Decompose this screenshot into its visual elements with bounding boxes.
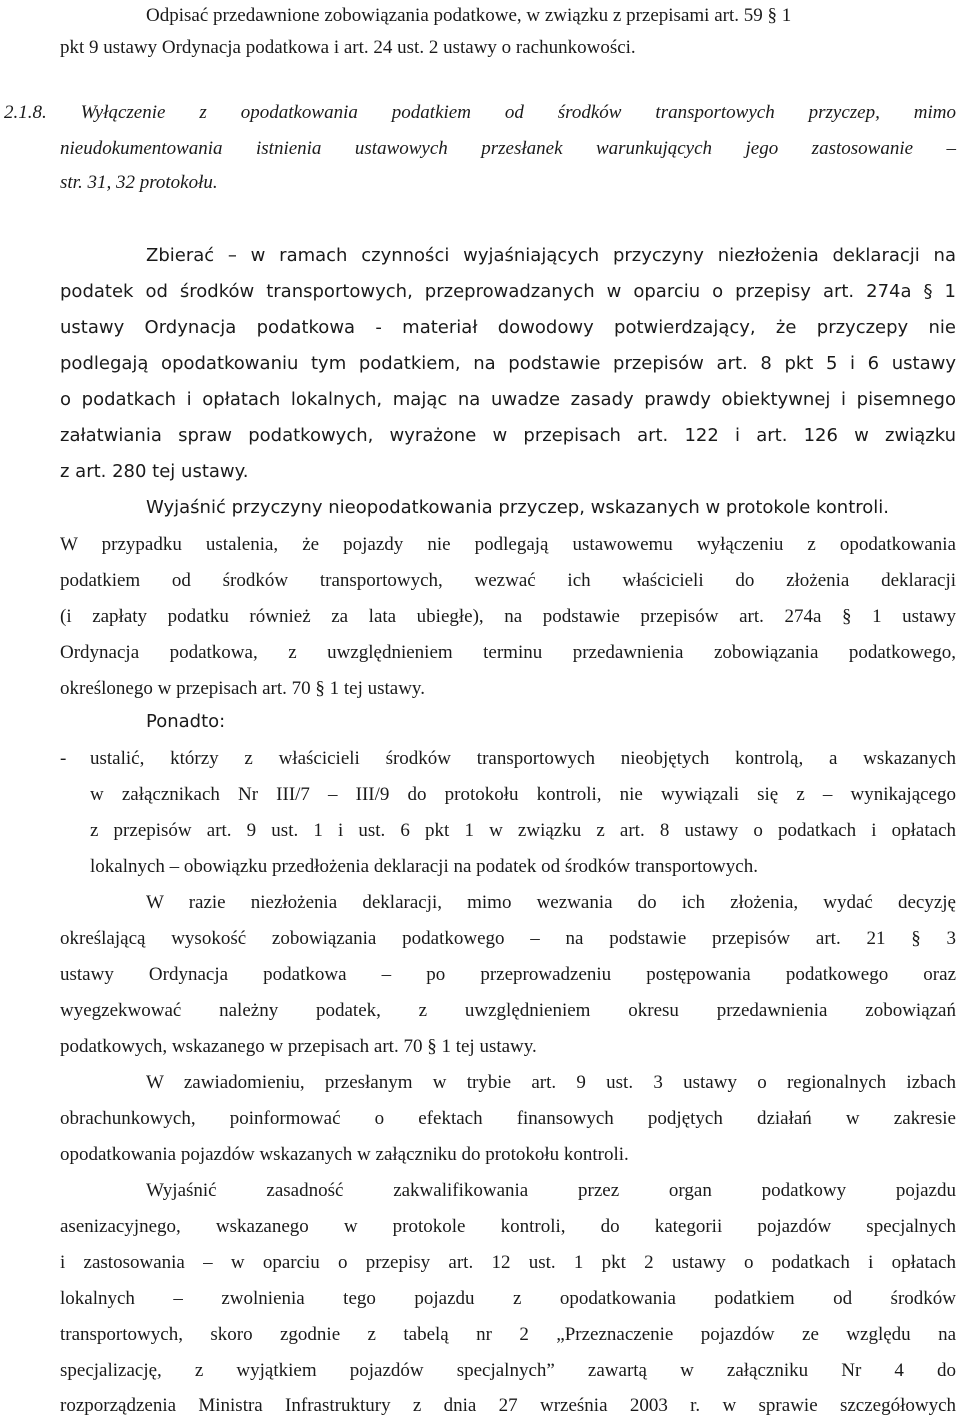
text-line: załatwiania spraw podatkowych, wyrażone w przepisach art. 122 i art. 126 w związku (60, 425, 956, 446)
text-line: W przypadku ustalenia, że pojazdy nie podlegają ustawowemu wyłączeniu z opodatkowania (60, 534, 956, 555)
text-line: podatkiem od środków transportowych, wezwać ich właścicieli do złożenia deklaracji (60, 570, 956, 591)
list-item-line: w załącznikach Nr III/7 – III/9 do protokołu kontroli, nie wywiązali się z – wynikającego (90, 784, 956, 805)
text-line: podatek od środków transportowych, przeprowadzanych w oparciu o przepisy art. 274a § 1 (60, 281, 956, 302)
text-line: Wyjaśnić zasadność zakwalifikowania przez organ podatkowy pojazdu (146, 1180, 956, 1201)
text-line: Ponadto: (146, 711, 226, 732)
text-line: Wyjaśnić przyczyny nieopodatkowania przyczep, wskazanych w protokole kontroli. (146, 497, 890, 518)
text-line: Ordynacja podatkowa, z uwzględnieniem terminu przedawnienia zobowiązania podatkowego, (60, 642, 956, 663)
text-line: określającą wysokość zobowiązania podatkowego – na podstawie przepisów art. 21 § 3 (60, 928, 956, 949)
text-line: o podatkach i opłatach lokalnych, mając na uwadze zasady prawdy obiektywnej i pisemnego (60, 389, 956, 410)
text-line: z art. 280 tej ustawy. (60, 461, 249, 482)
text-line: (i zapłaty podatku również za lata ubiegłe), na podstawie przepisów art. 274a § 1 ustawy (60, 606, 956, 627)
text-line: pkt 9 ustawy Ordynacja podatkowa i art. 24 ust. 2 ustawy o rachunkowości. (60, 37, 636, 58)
text-line: i zastosowania – w oparciu o przepisy art. 12 ust. 1 pkt 2 ustawy o podatkach i opłatach (60, 1252, 956, 1273)
text-line: podatkowych, wskazanego w przepisach art. 70 § 1 tej ustawy. (60, 1036, 537, 1057)
list-item-line: lokalnych – obowiązku przedłożenia deklaracji na podatek od środków transportowych. (90, 856, 758, 877)
text-line: wyegzekwować należny podatek, z uwzględnieniem okresu przedawnienia zobowiązań (60, 1000, 956, 1021)
list-item-line: z przepisów art. 9 ust. 1 i ust. 6 pkt 1 w związku z art. 8 ustawy o podatkach i opłatach (90, 820, 956, 841)
text-line: Odpisać przedawnione zobowiązania podatkowe, w związku z przepisami art. 59 § 1 (146, 5, 792, 26)
text-line: Zbierać – w ramach czynności wyjaśniających przyczyny niezłożenia deklaracji na (146, 245, 956, 266)
text-line: W razie niezłożenia deklaracji, mimo wezwania do ich złożenia, wydać decyzję (146, 892, 956, 913)
list-bullet: - (60, 748, 67, 769)
text-line: asenizacyjnego, wskazanego w protokole kontroli, do kategorii pojazdów specjalnych (60, 1216, 956, 1237)
text-line: rozporządzenia Ministra Infrastruktury z dnia 27 września 2003 r. w sprawie szczegółowych (60, 1395, 956, 1416)
section-heading-line: nieudokumentowania istnienia ustawowych przesłanek warunkujących jego zastosowanie – (60, 138, 956, 159)
text-line: transportowych, skoro zgodnie z tabelą nr 2 „Przeznaczenie pojazdów ze względu na (60, 1324, 956, 1345)
list-item-line: ustalić, którzy z właścicieli środków transportowych nieobjętych kontrolą, a wskazanych (90, 748, 956, 769)
text-line: obrachunkowych, poinformować o efektach finansowych podjętych działań w zakresie (60, 1108, 956, 1129)
section-heading-line: str. 31, 32 protokołu. (60, 172, 218, 193)
text-line: ustawy Ordynacja podatkowa - materiał dowodowy potwierdzający, że przyczepy nie (60, 317, 956, 338)
text-line: ustawy Ordynacja podatkowa – po przeprowadzeniu postępowania podatkowego oraz (60, 964, 956, 985)
text-line: opodatkowania pojazdów wskazanych w załączniku do protokołu kontroli. (60, 1144, 629, 1165)
section-heading-line: 2.1.8. Wyłączenie z opodatkowania podatkiem od środków transportowych przyczep, mimo (4, 102, 956, 123)
text-line: lokalnych – zwolnienia tego pojazdu z opodatkowania podatkiem od środków (60, 1288, 956, 1309)
text-line: podlegają opodatkowaniu tym podatkiem, na podstawie przepisów art. 8 pkt 5 i 6 ustawy (60, 353, 956, 374)
text-line: określonego w przepisach art. 70 § 1 tej ustawy. (60, 678, 425, 699)
text-line: W zawiadomieniu, przesłanym w trybie art. 9 ust. 3 ustawy o regionalnych izbach (146, 1072, 956, 1093)
text-line: specjalizację, z wyjątkiem pojazdów specjalnych” zawartą w załączniku Nr 4 do (60, 1360, 956, 1381)
